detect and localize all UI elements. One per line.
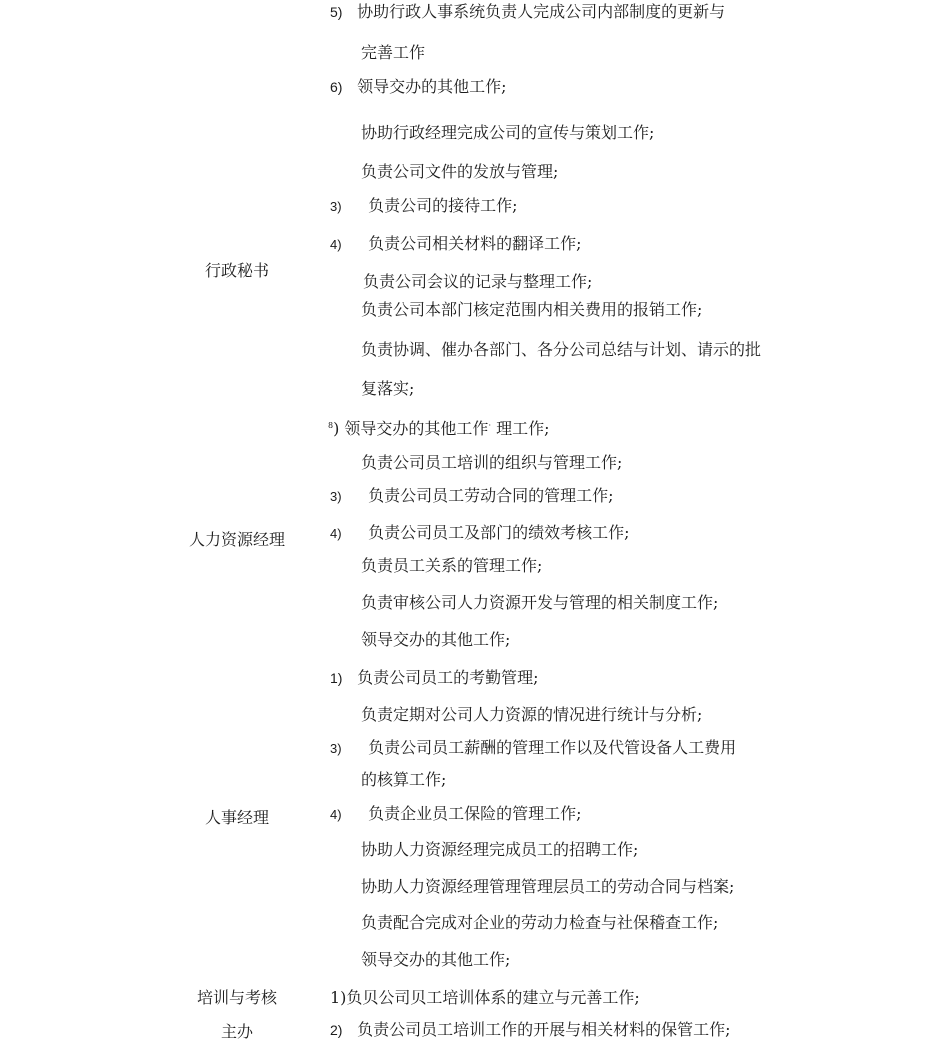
- item-number-superscript: 8: [328, 421, 334, 430]
- item-text: 负责公司员工薪酬的管理工作以及代管设备人工费用: [368, 738, 737, 757]
- role-personnel-manager: 人事经理: [204, 808, 269, 827]
- item-number: 4): [330, 807, 342, 822]
- duty-line: [330, 77, 507, 97]
- role-hr-manager: 人力资源经理: [188, 530, 285, 549]
- duty-line: 协助行政经理完成公司的宣传与策划工作;: [361, 123, 655, 142]
- role-admin-secretary: 行政秘书: [204, 261, 269, 280]
- duty-line: 负责公司文件的发放与管理;: [361, 162, 559, 181]
- item-text: 负责公司员工的考勤管理;: [357, 668, 539, 687]
- duty-line: 负责公司会议的记录与整理工作;: [363, 272, 593, 291]
- duty-line: 负责定期对公司人力资源的情况进行统计与分析;: [361, 705, 703, 724]
- duty-line: [330, 2, 725, 22]
- item-number: 3): [330, 199, 342, 214]
- item-text: 负责公司员工培训工作的开展与相关材料的保管工作;: [357, 1020, 731, 1039]
- duty-line: [330, 234, 582, 255]
- duty-line: 1)负贝公司贝工培训体系的建立与元善工作;: [330, 988, 640, 1007]
- role-training-line2: 主办: [220, 1022, 253, 1041]
- item-number: 5): [330, 4, 343, 20]
- duty-line: 协助人力资源经理完成员工的招聘工作;: [361, 840, 639, 859]
- duty-line: 负责协调、催办各部门、各分公司总结与计划、请示的批: [361, 340, 762, 359]
- item-number: 4): [330, 237, 342, 252]
- item-text: 负责公司员工及部门的绩效考核工作;: [368, 523, 630, 542]
- item-number: 1): [330, 670, 343, 686]
- duty-line: 复落实;: [361, 379, 415, 398]
- duty-line: [330, 668, 539, 688]
- duty-line: [330, 523, 630, 544]
- item-text: 负责公司的接待工作;: [368, 196, 518, 215]
- duty-line: [328, 416, 549, 439]
- item-text: 负责企业员工保险的管理工作;: [368, 804, 582, 823]
- duty-line: [330, 1020, 731, 1040]
- item-text: 领导交办的其他工作;: [357, 77, 507, 96]
- duty-line: 完善工作: [361, 43, 426, 62]
- item-number: 3): [330, 489, 342, 504]
- duty-line: [330, 196, 518, 217]
- stray-mark: ·: [488, 421, 491, 430]
- duty-line: 领导交办的其他工作;: [361, 630, 511, 649]
- duty-line: 负责公司本部门核定范围内相关费用的报销工作;: [361, 300, 703, 319]
- duty-line: 负责审核公司人力资源开发与管理的相关制度工作;: [361, 593, 719, 612]
- duty-line: 协助人力资源经理管理管理层员工的劳动合同与档案;: [361, 877, 735, 896]
- item-number: 3): [330, 741, 342, 756]
- duty-line: 负责公司员工培训的组织与管理工作;: [361, 453, 623, 472]
- item-text: ) 领导交办的其他工作: [333, 419, 489, 438]
- item-text: 负责公司相关材料的翻译工作;: [368, 234, 582, 253]
- role-training-line1: 培训与考核: [196, 988, 277, 1007]
- item-number: 4): [330, 526, 342, 541]
- duty-line: [330, 486, 614, 507]
- item-text-continuation: 理工作;: [496, 419, 550, 438]
- item-number: 6): [330, 79, 343, 95]
- item-number: 2): [330, 1022, 343, 1038]
- duty-line: 负责员工关系的管理工作;: [361, 556, 543, 575]
- duty-line: 负责配合完成对企业的劳动力检查与社保稽查工作;: [361, 913, 719, 932]
- duty-line: 领导交办的其他工作;: [361, 950, 511, 969]
- item-text: 负责公司员工劳动合同的管理工作;: [368, 486, 614, 505]
- duty-line: [330, 738, 736, 759]
- duty-line: [330, 804, 582, 825]
- item-text: 协助行政人事系统负责人完成公司内部制度的更新与: [357, 2, 726, 21]
- duty-line: 的核算工作;: [361, 770, 447, 789]
